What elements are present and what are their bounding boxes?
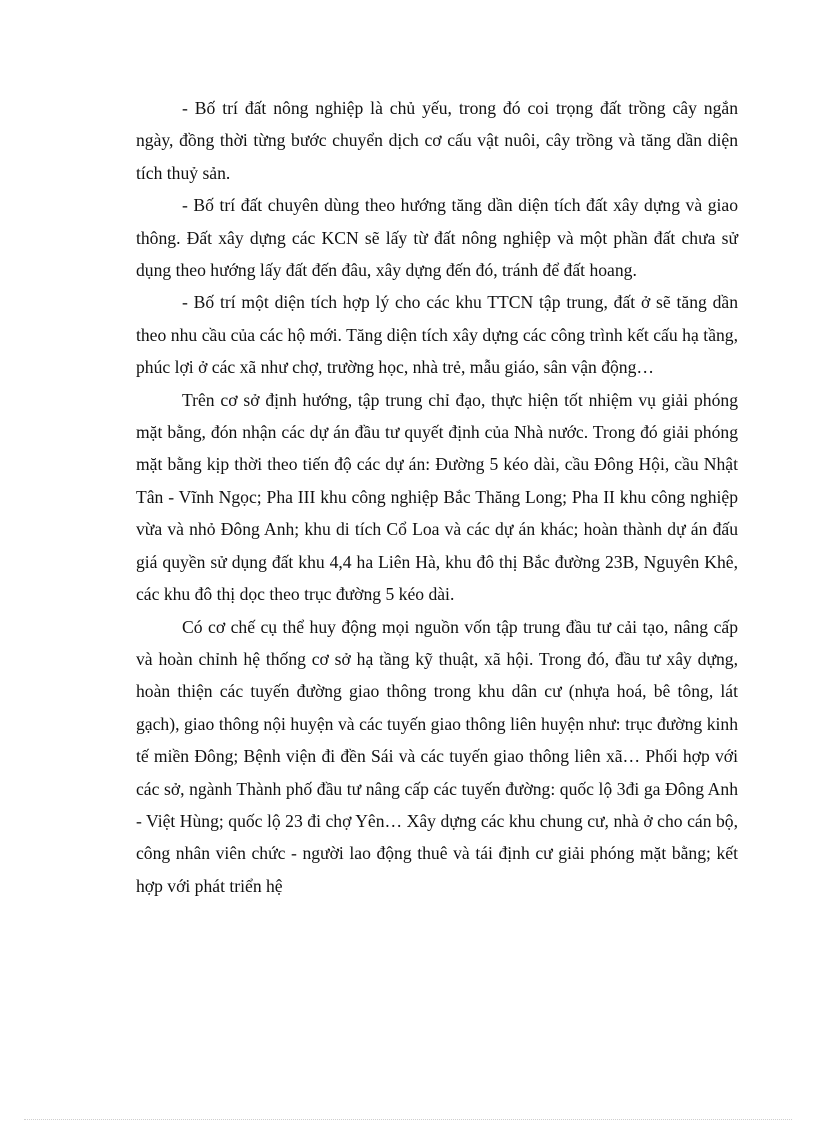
paragraph-land-special-use: - Bố trí đất chuyên dùng theo hướng tăng dần diện tích đất xây dựng và giao thông. Đất xây dựng các KCN sẽ lấy từ đất nông nghiệp và một phần đất chưa sử dụng theo hướng lấy đất đến đâu, xây dựng đến đó, tránh để đất hoang. — [136, 195, 738, 281]
paragraph-site-clearance: Trên cơ sở định hướng, tập trung chỉ đạo, thực hiện tốt nhiệm vụ giải phóng mặt bằng, đón nhận các dự án đầu tư quyết định của Nhà nước. Trong đó giải phóng mặt bằng kịp thời theo tiến độ các dự án: Đường 5 kéo dài, cầu Đông Hội, cầu Nhật Tân - Vĩnh Ngọc; Pha III khu công nghiệp Bắc Thăng Long; Pha II khu công nghiệp vừa và nhỏ Đông Anh; khu di tích Cổ Loa và các dự án khác; hoàn thành dự án đấu giá quyền sử dụng đất khu 4,4 ha Liên Hà, khu đô thị Bắc đường 23B, Nguyên Khê, các khu đô thị dọc theo trục đường 5 kéo dài. — [136, 389, 738, 605]
paragraph-land-ttcn-residential: - Bố trí một diện tích hợp lý cho các khu TTCN tập trung, đất ở sẽ tăng dần theo nhu cầu của các hộ mới. Tăng diện tích xây dựng các công trình kết cấu hạ tầng, phúc lợi ở các xã như chợ, trường học, nhà trẻ, mẫu giáo, sân vận động… — [136, 292, 738, 378]
document-body — [136, 92, 738, 902]
paragraph-infrastructure-investment: Có cơ chế cụ thể huy động mọi nguồn vốn tập trung đầu tư cải tạo, nâng cấp và hoàn chỉnh hệ thống cơ sở hạ tầng kỹ thuật, xã hội. Trong đó, đầu tư xây dựng, hoàn thiện các tuyến đường giao thông trong khu dân cư (nhựa hoá, bê tông, lát gạch), giao thông nội huyện và các tuyến giao thông liên huyện như: trục đường kinh tế miền Đông; Bệnh viện đi đền Sái và các tuyến giao thông liên xã… Phối hợp với các sở, ngành Thành phố đầu tư nâng cấp các tuyến đường: quốc lộ 3đi ga Đông Anh - Việt Hùng; quốc lộ 23 đi chợ Yên… Xây dựng các khu chung cư, nhà ở cho cán bộ, công nhân viên chức - người lao động thuê và tái định cư giải phóng mặt bằng; kết hợp với phát triển hệ — [136, 616, 738, 896]
page-bottom-divider — [24, 1119, 792, 1120]
paragraph-land-agriculture: - Bố trí đất nông nghiệp là chủ yếu, trong đó coi trọng đất trồng cây ngắn ngày, đồng thời từng bước chuyển dịch cơ cấu vật nuôi, cây trồng và tăng dần diện tích thuỷ sản. — [136, 98, 738, 183]
